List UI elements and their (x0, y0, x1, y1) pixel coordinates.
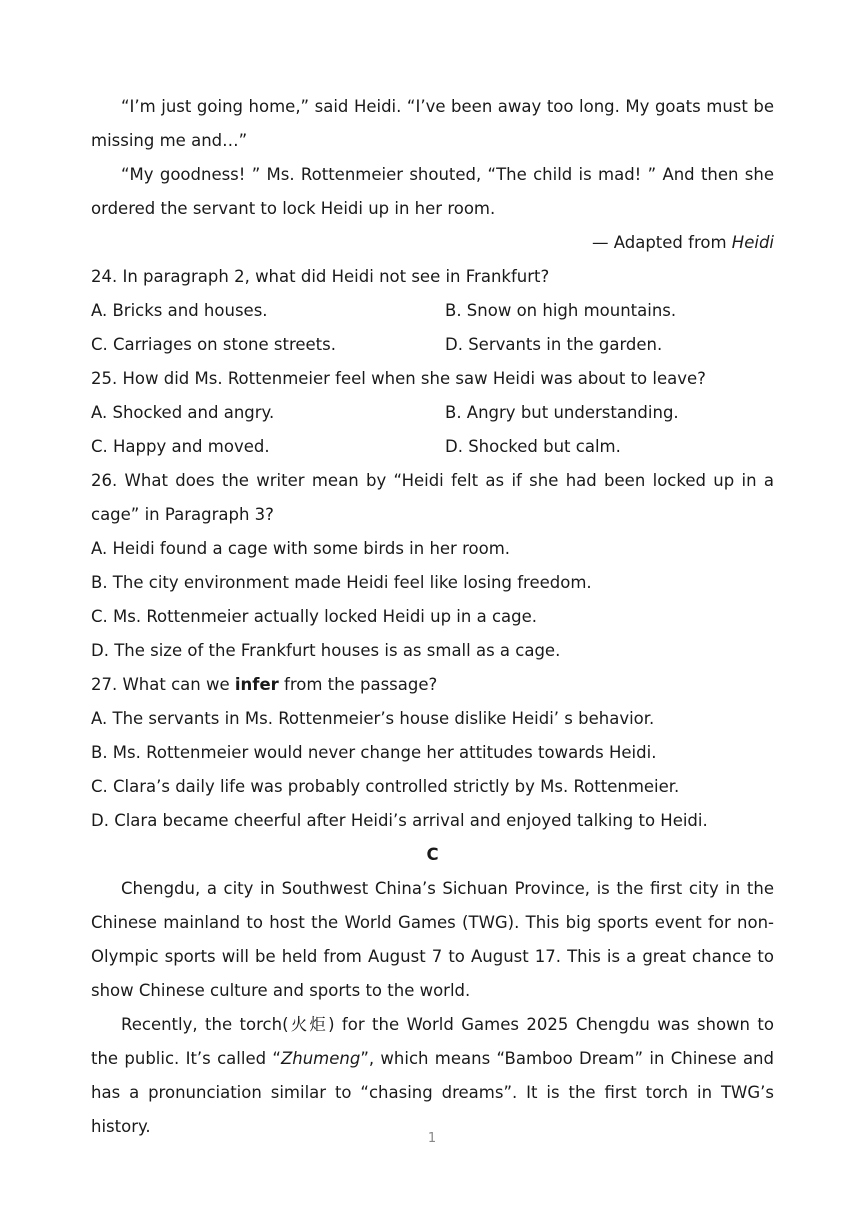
passage-b-paragraph-2: “My goodness! ” Ms. Rottenmeier shouted, “The child is mad! ” And then she ordered the servant to lock Heidi up in her room. (91, 165, 774, 218)
passage-c-heading: C (426, 845, 439, 864)
passage-c-paragraph-1: Chengdu, a city in Southwest China’s Sichuan Province, is the first city in the Chinese mainland to host the World Games (TWG). This big sports event for non-Olympic sports will be held from August 7 to August 17. This is a great chance to show Chinese culture and sports to the world. (91, 879, 774, 1000)
passage-source (91, 226, 774, 260)
stem-end: from the passage? (278, 675, 438, 694)
document-page (91, 90, 774, 1144)
question-stem: 26. What does the writer mean by “Heidi felt as if she had been locked up in a cage” in Paragraph 3? (91, 471, 774, 524)
option-c: C. Ms. Rottenmeier actually locked Heidi up in a cage. (91, 607, 537, 626)
option-row (91, 328, 774, 362)
question-27 (91, 668, 774, 838)
question-stem: 24. In paragraph 2, what did Heidi not see in Frankfurt? (91, 267, 550, 286)
passage-c-paragraph-2 (91, 1008, 774, 1144)
option-d: D. Clara became cheerful after Heidi’s arrival and enjoyed talking to Heidi. (91, 811, 708, 830)
question-24 (91, 260, 774, 362)
paragraph-end: ”, which means “Bamboo Dream” in Chinese and has a pronunciation similar to “chasing dreams”. It is the first torch in TWG’s history. (91, 1049, 774, 1136)
option-c: C. Carriages on stone streets. (91, 335, 336, 354)
stem-start: 27. What can we (91, 675, 235, 694)
question-stem: 25. How did Ms. Rottenmeier feel when she saw Heidi was about to leave? (91, 369, 706, 388)
option-b: B. Angry but understanding. (445, 403, 679, 422)
option-d: D. The size of the Frankfurt houses is as small as a cage. (91, 641, 561, 660)
option-a: A. Bricks and houses. (91, 301, 268, 320)
option-b: B. The city environment made Heidi feel like losing freedom. (91, 573, 592, 592)
option-c: C. Happy and moved. (91, 437, 270, 456)
passage-b-paragraph-1: “I’m just going home,” said Heidi. “I’ve been away too long. My goats must be missing me and…” (91, 97, 774, 150)
option-row (91, 294, 774, 328)
option-c: C. Clara’s daily life was probably controlled strictly by Ms. Rottenmeier. (91, 777, 680, 796)
option-d: D. Shocked but calm. (445, 437, 621, 456)
option-b: B. Ms. Rottenmeier would never change her attitudes towards Heidi. (91, 743, 657, 762)
option-d: D. Servants in the garden. (445, 335, 663, 354)
option-a: A. The servants in Ms. Rottenmeier’s house dislike Heidi’ s behavior. (91, 709, 655, 728)
option-row (91, 396, 774, 430)
stem-keyword: infer (234, 675, 279, 694)
option-a: A. Heidi found a cage with some birds in her room. (91, 539, 511, 558)
option-b: B. Snow on high mountains. (445, 301, 677, 320)
option-a: A. Shocked and angry. (91, 403, 275, 422)
paragraph-start: Recently, the torch(火炬) for the World Games 2025 Chengdu was shown to the public. It’s called “ (91, 1015, 774, 1068)
source-prefix: — Adapted from (592, 233, 732, 252)
question-25 (91, 362, 774, 464)
question-stem (91, 668, 774, 702)
option-row (91, 430, 774, 464)
source-title: Heidi (731, 233, 774, 252)
page-number: 1 (427, 1131, 437, 1146)
question-26 (91, 464, 774, 668)
torch-name: Zhumeng (280, 1049, 361, 1068)
